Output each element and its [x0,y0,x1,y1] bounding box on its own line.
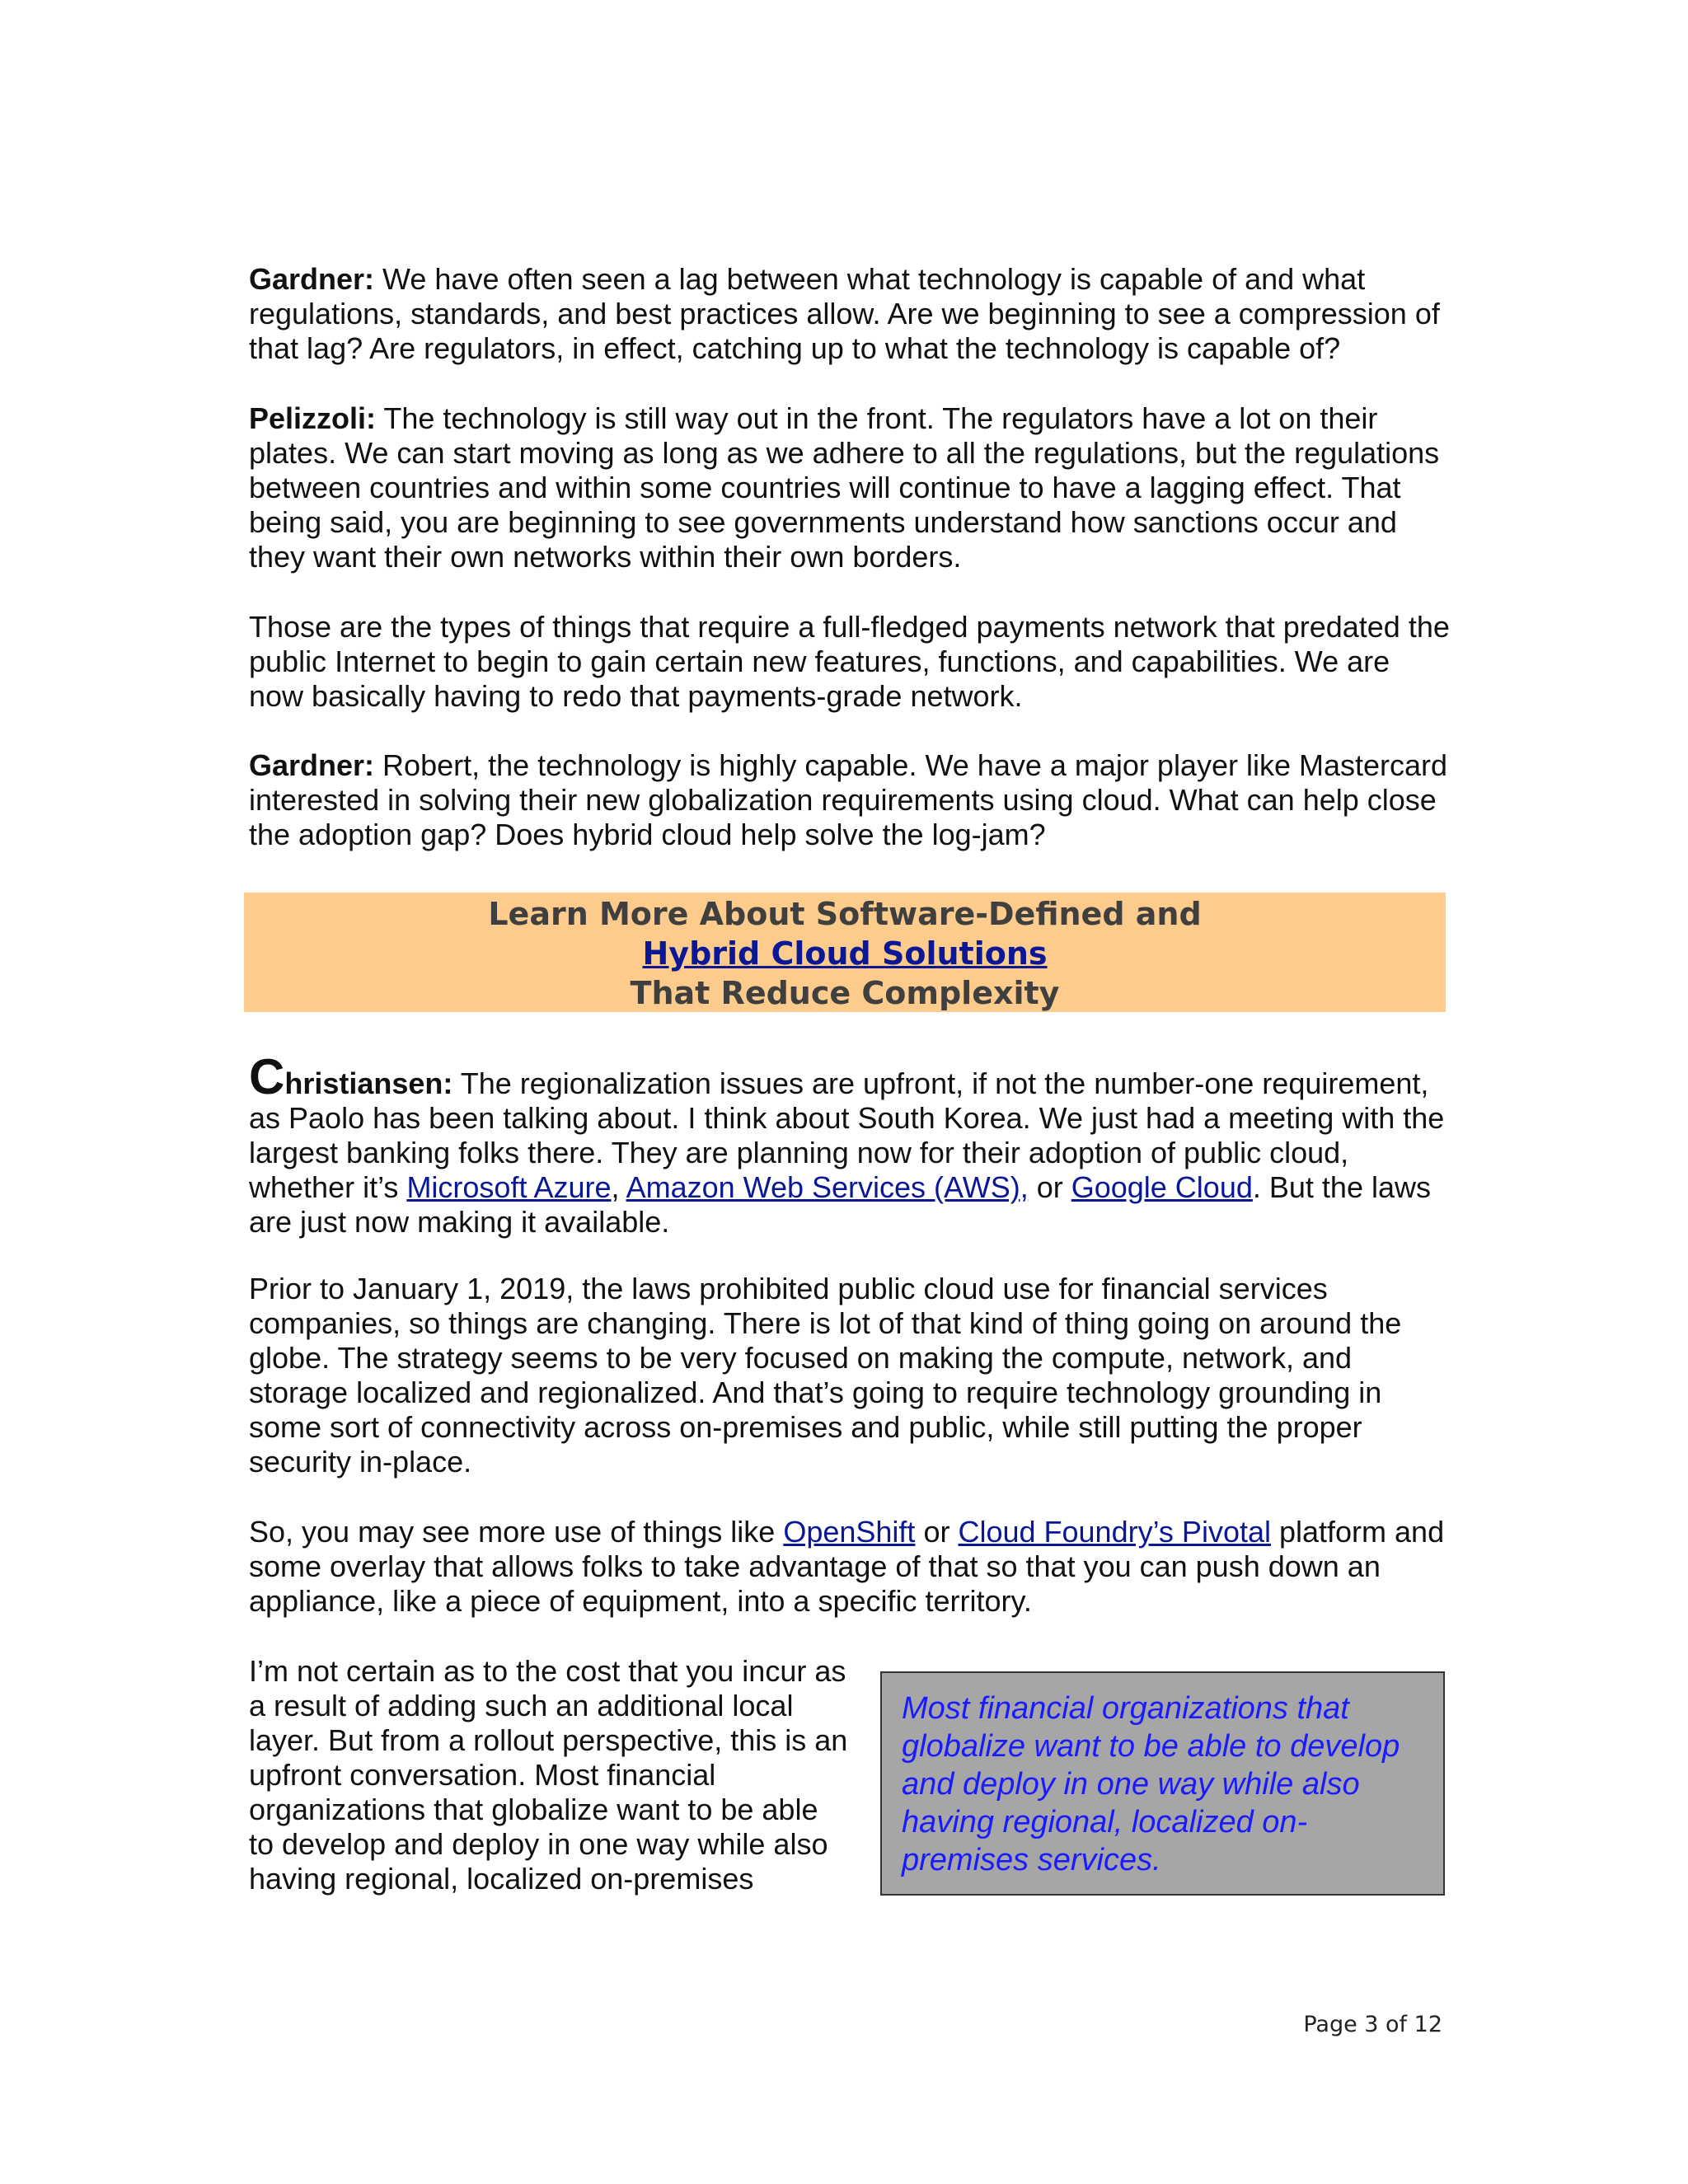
promo-callout-box [244,893,1446,1012]
paragraph-text: platform and some overlay that allows folks to take advantage of that so that you can push down an appliance, like a piece of equipment, into a specific territory. [249,1515,1445,1618]
paragraph-payments-network [249,610,1452,714]
paragraph-christiansen [249,1049,1452,1240]
paragraph-pelizzoli [249,401,1452,574]
pull-quote-text: Most financial organizations that globalize want to be able to develop and deploy in one way while also having regional, localized on-premises services. [902,1691,1400,1877]
paragraph-gardner-1 [249,262,1452,366]
paragraph-text: So, you may see more use of things like [249,1515,784,1549]
speaker-label: hristiansen: [284,1066,453,1100]
hybrid-cloud-solutions-link[interactable]: Hybrid Cloud Solutions [642,935,1048,972]
separator-text: , [611,1170,626,1204]
separator-text: or [1028,1170,1071,1204]
paragraph-text: Those are the types of things that require a full-fledged payments network that predated the public Internet to begin to gain certain new features, functions, and capabilities. We are now basically having to redo that payments-grade network. [249,610,1450,713]
callout-line-1: Learn More About Software-Defined and [488,896,1202,932]
microsoft-azure-link[interactable]: Microsoft Azure [406,1170,612,1204]
paragraph-openshift [249,1515,1452,1619]
paragraph-text: The regionalization issues are upfront, if not the number-one requirement, as Paolo has been talking about. I think about South Korea. We just had a meeting with the largest banking folks there. They are planning now for their adoption of public cloud, whether it’s [249,1066,1445,1204]
speaker-label: Pelizzoli: [249,401,377,435]
google-cloud-link[interactable]: Google Cloud [1071,1170,1253,1204]
aws-link[interactable]: Amazon Web Services (AWS), [626,1170,1029,1204]
page-number: Page 3 of 12 [1303,2012,1442,2037]
drop-cap: C [249,1049,285,1104]
openshift-link[interactable]: OpenShift [783,1515,916,1549]
paragraph-text: Robert, the technology is highly capable. We have a major player like Mastercard interested in solving their new globalization requirements using cloud. What can help close the adoption gap? Does hybrid cloud help solve the log-jam? [249,748,1448,851]
paragraph-gardner-2 [249,748,1452,852]
separator-text: or [915,1515,959,1549]
speaker-label: Gardner: [249,748,375,782]
paragraph-text: The technology is still way out in the front. The regulators have a lot on their plates. We can start moving as long as we adhere to all the regulations, but the regulations between countries and within some countries will continue to have a lagging effect. That being said, you are beginning to see governments understand how sanctions occur and they want their own networks within their own borders. [249,401,1440,574]
cloud-foundry-pivotal-link[interactable]: Cloud Foundry’s Pivotal [958,1515,1271,1549]
pull-quote-box [880,1671,1445,1896]
callout-line-3: That Reduce Complexity [630,975,1060,1011]
paragraph-text: We have often seen a lag between what technology is capable of and what regulations, standards, and best practices allow. Are we beginning to see a compression of that lag? Are regulators, in effect, catching up to what the technology is capable of? [249,262,1440,365]
paragraph-text: Prior to January 1, 2019, the laws prohibited public cloud use for financial services companies, so things are changing. There is lot of that kind of thing going on around the globe. The strategy seems to be very focused on making the compute, network, and storage localized and regionalized. And that’s going to require technology grounding in some sort of connectivity across on-premises and public, while still putting the proper security in-place. [249,1272,1402,1479]
paragraph-text: . But the laws are just now making it available. [249,1170,1431,1239]
speaker-label: Gardner: [249,262,375,296]
paragraph-cost-layer [249,1654,851,1896]
paragraph-text: I’m not certain as to the cost that you incur as a result of adding such an additional local layer. But from a rollout perspective, this is an upfront conversation. Most financial organizations that globalize want to be able to develop and deploy in one way while also having regional, localized on-premises [249,1654,848,1896]
paragraph-laws-2019 [249,1272,1452,1479]
